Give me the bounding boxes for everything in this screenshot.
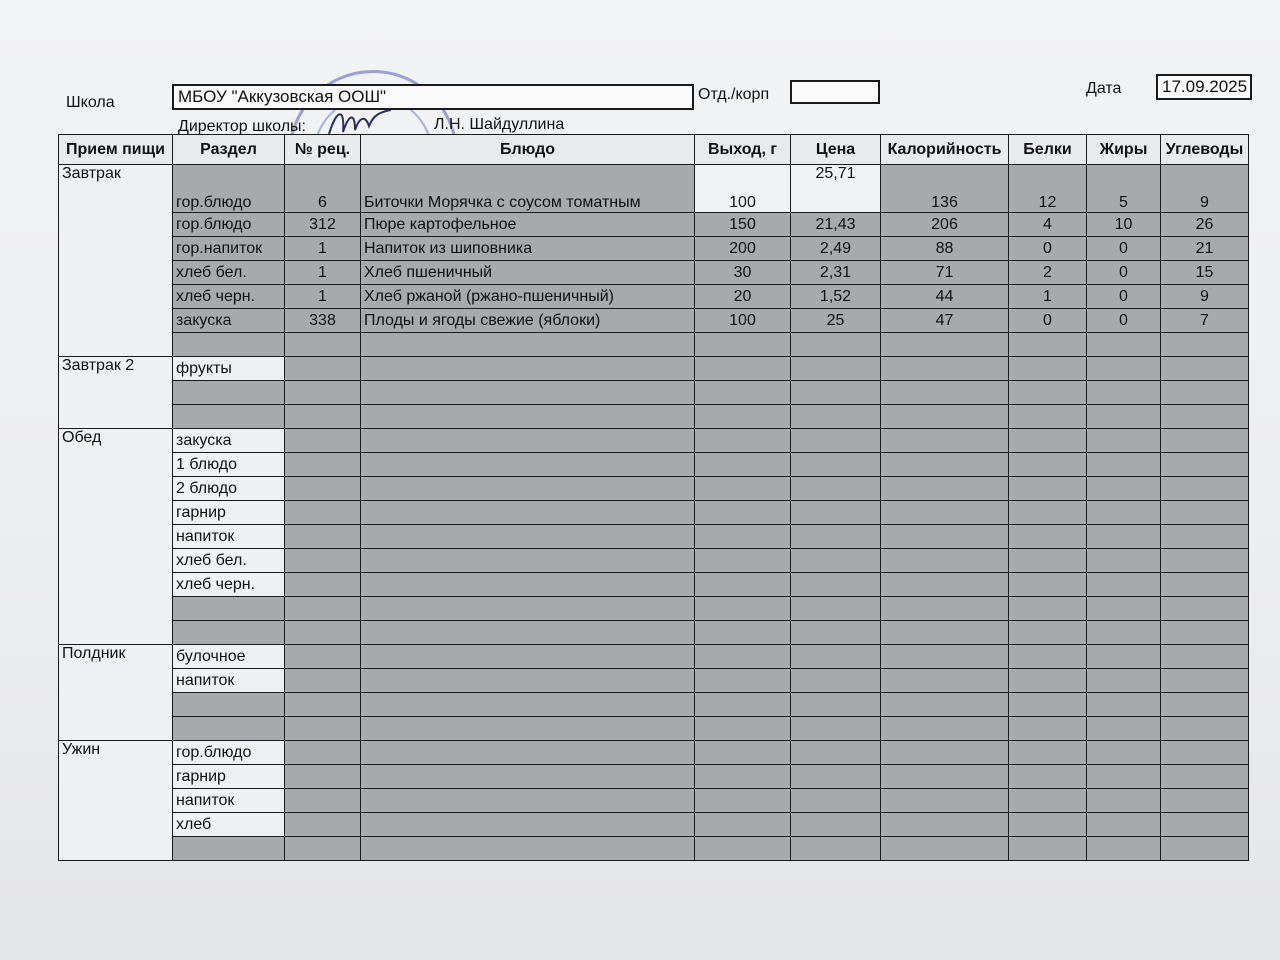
dept-field [790,80,880,104]
recipe-cell: 1 [285,261,361,285]
table-row [59,285,1249,309]
section-cell: булочное [173,645,285,669]
section-cell [173,405,285,429]
section-cell: гор.блюдо [173,213,285,237]
fat-cell: 0 [1087,237,1161,261]
section-cell [173,333,285,357]
kcal-cell: 47 [881,309,1009,333]
carbs-cell: 26 [1161,213,1249,237]
table-row [59,213,1249,237]
table-row [59,765,1249,789]
table-row [59,621,1249,645]
protein-cell: 12 [1009,165,1087,213]
meal-cell: Завтрак [59,165,173,357]
section-cell: напиток [173,789,285,813]
school-label: Школа [66,94,115,111]
section-cell: хлеб черн. [173,285,285,309]
table-row [59,669,1249,693]
section-cell: 2 блюдо [173,477,285,501]
table-row [59,789,1249,813]
carbs-cell: 21 [1161,237,1249,261]
protein-cell: 2 [1009,261,1087,285]
table-row [59,453,1249,477]
protein-cell: 1 [1009,285,1087,309]
director-name: Л.Н. Шайдуллина [434,116,565,133]
recipe-cell: 312 [285,213,361,237]
section-cell: гор.блюдо [173,165,285,213]
carbs-cell: 9 [1161,165,1249,213]
table-row [59,501,1249,525]
table-row [59,717,1249,741]
col-price: Цена [791,135,881,165]
protein-cell: 0 [1009,309,1087,333]
dish-cell: Биточки Морячка с соусом томатным [361,165,695,213]
meal-cell: Полдник [59,645,173,741]
table-row [59,477,1249,501]
price-cell: 25,71 [791,165,881,213]
section-cell [173,837,285,861]
table-row [59,573,1249,597]
price-cell: 2,31 [791,261,881,285]
table-row [59,525,1249,549]
date-field: 17.09.2025 [1156,74,1252,100]
meal-cell: Ужин [59,741,173,861]
table-row [59,429,1249,453]
date-label: Дата [1086,80,1122,97]
fat-cell: 0 [1087,309,1161,333]
table-row [59,381,1249,405]
price-cell: 21,43 [791,213,881,237]
kcal-cell: 71 [881,261,1009,285]
section-cell: закуска [173,309,285,333]
director-label: Директор школы: [178,118,306,135]
table-row [59,813,1249,837]
yield-cell: 20 [695,285,791,309]
table-row [59,741,1249,765]
section-cell: фрукты [173,357,285,381]
col-fat: Жиры [1087,135,1161,165]
section-cell: хлеб [173,813,285,837]
section-cell [173,621,285,645]
table-row [59,237,1249,261]
carbs-cell: 7 [1161,309,1249,333]
carbs-cell: 15 [1161,261,1249,285]
meal-cell: Завтрак 2 [59,357,173,429]
price-cell: 2,49 [791,237,881,261]
kcal-cell: 88 [881,237,1009,261]
meal-cell: Обед [59,429,173,645]
table-row [59,333,1249,357]
col-protein: Белки [1009,135,1087,165]
table-row [59,645,1249,669]
section-cell [173,717,285,741]
table-row [59,597,1249,621]
table-row [59,549,1249,573]
fat-cell: 5 [1087,165,1161,213]
section-cell: 1 блюдо [173,453,285,477]
table-row [59,357,1249,381]
price-cell: 25 [791,309,881,333]
table-row [59,693,1249,717]
dish-cell: Хлеб пшеничный [361,261,695,285]
menu-table [58,134,1249,861]
col-meal: Прием пищи [59,135,173,165]
table-row [59,309,1249,333]
yield-cell: 100 [695,309,791,333]
section-cell: гарнир [173,501,285,525]
yield-cell: 200 [695,237,791,261]
col-dish: Блюдо [361,135,695,165]
protein-cell: 0 [1009,237,1087,261]
section-cell: напиток [173,525,285,549]
dept-label: Отд./корп [698,86,770,103]
carbs-cell: 9 [1161,285,1249,309]
kcal-cell: 206 [881,213,1009,237]
protein-cell: 4 [1009,213,1087,237]
section-cell [173,693,285,717]
col-section: Раздел [173,135,285,165]
section-cell: гор.напиток [173,237,285,261]
col-yield: Выход, г [695,135,791,165]
section-cell: хлеб бел. [173,549,285,573]
dish-cell: Хлеб ржаной (ржано-пшеничный) [361,285,695,309]
section-cell: напиток [173,669,285,693]
kcal-cell: 136 [881,165,1009,213]
table-row [59,261,1249,285]
section-cell [173,381,285,405]
col-kcal: Калорийность [881,135,1009,165]
recipe-cell: 1 [285,285,361,309]
recipe-cell: 6 [285,165,361,213]
section-cell: гарнир [173,765,285,789]
school-name-field: МБОУ "Аккузовская ООШ" [172,84,694,110]
recipe-cell: 1 [285,237,361,261]
fat-cell: 10 [1087,213,1161,237]
yield-cell: 150 [695,213,791,237]
kcal-cell: 44 [881,285,1009,309]
col-recipe: № рец. [285,135,361,165]
table-row [59,837,1249,861]
col-carbs: Углеводы [1161,135,1249,165]
fat-cell: 0 [1087,261,1161,285]
section-cell: закуска [173,429,285,453]
dish-cell: Плоды и ягоды свежие (яблоки) [361,309,695,333]
fat-cell: 0 [1087,285,1161,309]
yield-cell: 100 [695,165,791,213]
price-cell: 1,52 [791,285,881,309]
section-cell: хлеб бел. [173,261,285,285]
table-row [59,405,1249,429]
dish-cell: Пюре картофельное [361,213,695,237]
table-row [59,165,1249,213]
dish-cell: Напиток из шиповника [361,237,695,261]
yield-cell: 30 [695,261,791,285]
table-header-row [59,135,1249,165]
section-cell: гор.блюдо [173,741,285,765]
section-cell: хлеб черн. [173,573,285,597]
section-cell [173,597,285,621]
recipe-cell: 338 [285,309,361,333]
